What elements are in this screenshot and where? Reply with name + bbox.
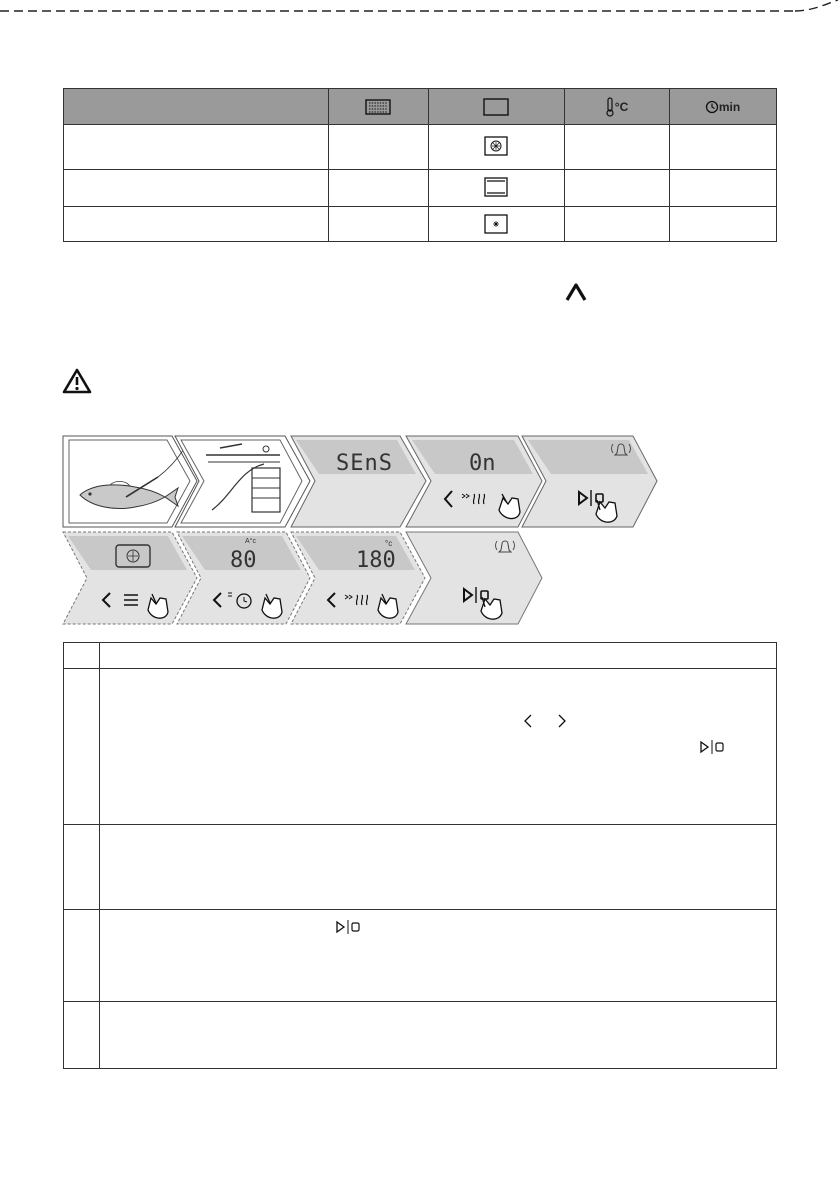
- display-sens-text: SEnS: [336, 451, 393, 476]
- temperature-unit: °C: [614, 99, 629, 114]
- chevron-up-icon: [565, 282, 587, 302]
- thermometer-icon: [605, 97, 615, 117]
- column-divider: [564, 89, 565, 241]
- row-divider: [64, 124, 776, 125]
- conventional-heating-icon: [484, 177, 508, 197]
- column-divider: [428, 89, 429, 241]
- start-stop-icon: [698, 739, 728, 755]
- column-divider: [99, 643, 100, 1068]
- heating-function-header: [428, 89, 564, 124]
- column-divider: [669, 89, 670, 241]
- row-divider: [64, 206, 776, 207]
- row-divider: [64, 668, 776, 669]
- row-divider: [64, 909, 776, 910]
- clock-icon: [705, 100, 719, 114]
- prev-next-arrows-icon: [522, 713, 568, 729]
- step-display-on: [406, 436, 542, 527]
- step-start: [406, 532, 542, 624]
- heating-function-icon: [483, 98, 509, 116]
- display-core-temp-unit: A°c: [245, 538, 256, 545]
- page-cut-line: [0, 0, 839, 40]
- display-on-text: 0n: [469, 451, 496, 476]
- time-header: [669, 89, 776, 124]
- row-divider: [64, 169, 776, 170]
- display-oven-temp-unit: °c: [385, 539, 393, 548]
- step-display-sens: [291, 436, 426, 527]
- row-divider: [64, 824, 776, 825]
- display-oven-temp: 180: [356, 548, 396, 573]
- shelf-level-icon: [365, 99, 391, 115]
- display-core-temp: 80: [230, 548, 257, 573]
- settings-table: [63, 88, 777, 242]
- row-divider: [64, 1001, 776, 1002]
- fan-heating-icon: [484, 136, 508, 156]
- start-stop-icon: [334, 919, 364, 935]
- warning-icon: [62, 368, 92, 394]
- steps-table: [63, 642, 777, 1069]
- fan-light-icon: [484, 214, 508, 234]
- shelf-level-header: [328, 89, 428, 124]
- step-select-function: [63, 532, 197, 624]
- temperature-header: [564, 89, 669, 124]
- step-set-oven-temp: [291, 532, 425, 624]
- column-divider: [328, 89, 329, 241]
- time-unit: min: [718, 99, 741, 114]
- step-fish-probe: [63, 436, 197, 527]
